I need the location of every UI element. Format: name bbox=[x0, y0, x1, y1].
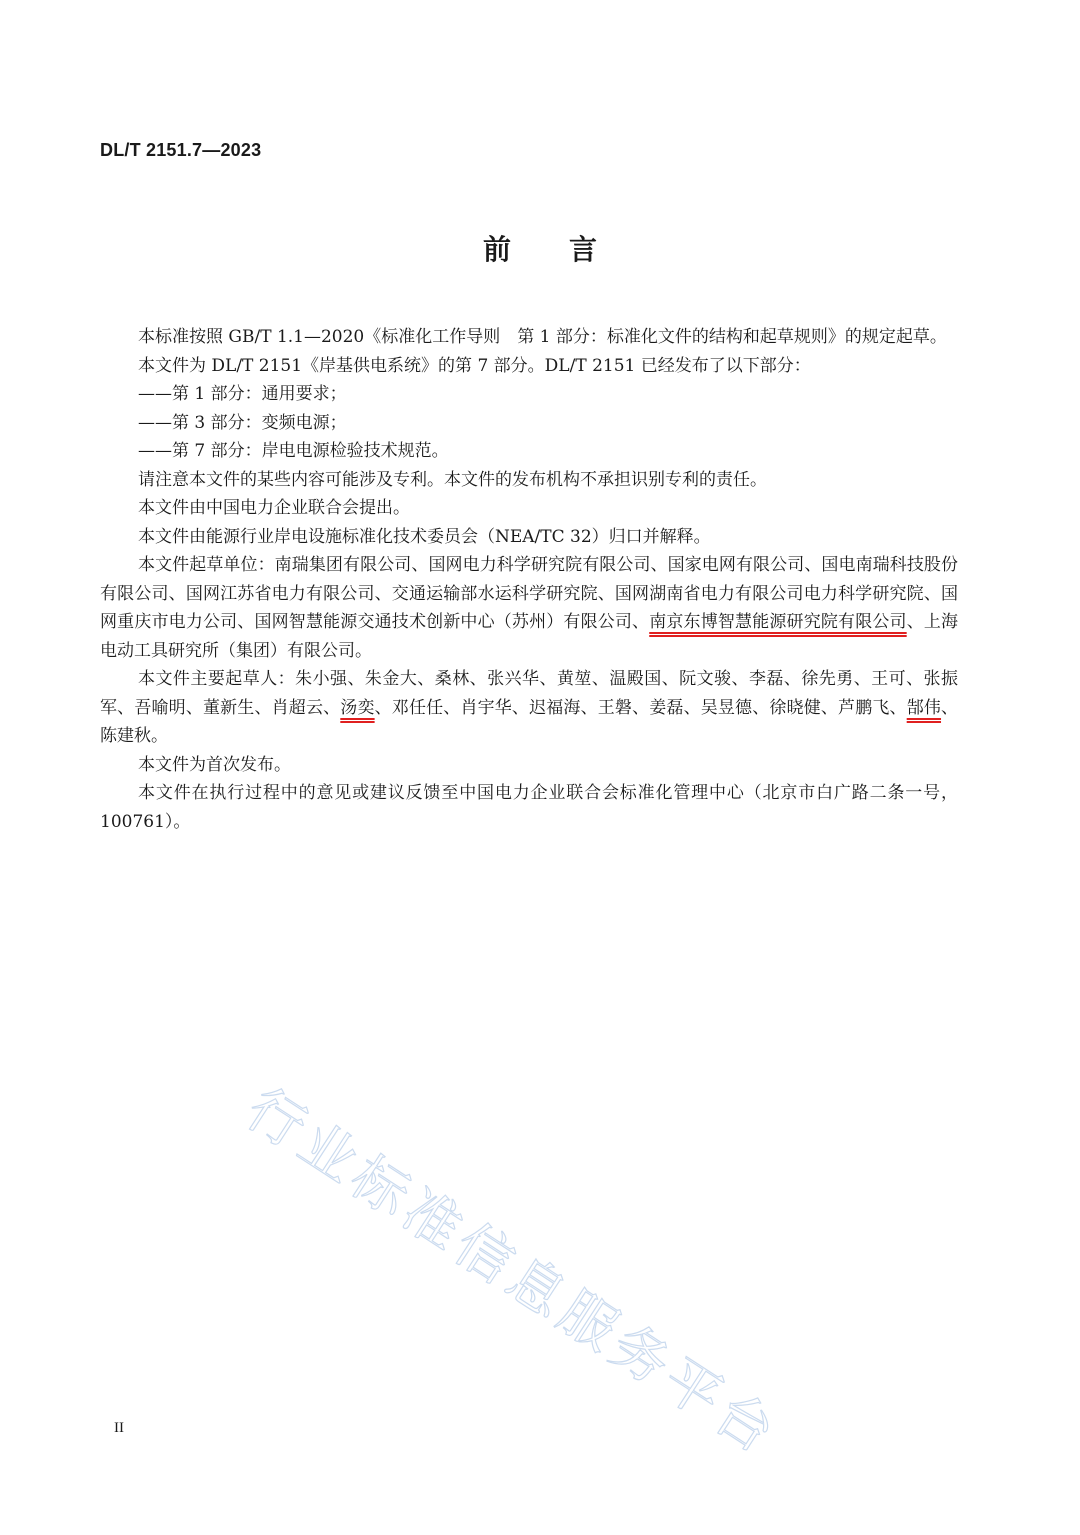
underlined-drafter-2: 郜伟 bbox=[906, 697, 942, 718]
paragraph-feedback: 本文件在执行过程中的意见或建议反馈至中国电力企业联合会标准化管理中心（北京市白广路二条一号，100761）。 bbox=[100, 783, 958, 832]
paragraph-committee: 本文件由能源行业岸电设施标准化技术委员会（NEA/TC 32）归口并解释。 bbox=[138, 526, 711, 547]
title-char-1: 前 bbox=[482, 233, 511, 266]
underlined-drafter-1: 汤奕 bbox=[340, 697, 375, 718]
standard-code: DL/T 2151.7—2023 bbox=[100, 140, 262, 160]
paragraph-drafters bbox=[100, 665, 958, 751]
paragraph-first-release: 本文件为首次发布。 bbox=[138, 754, 291, 775]
list-item-part-3: ——第 3 部分：变频电源； bbox=[138, 412, 347, 433]
paragraph-drafting-units bbox=[100, 551, 958, 665]
underlined-organization: 南京东博智慧能源研究院有限公司 bbox=[649, 612, 907, 632]
foreword-body bbox=[100, 323, 958, 836]
paragraph-drafting-basis: 本标准按照 GB/T 1.1—2020《标准化工作导则 第 1 部分：标准化文件的结构和起草规则》的规定起草。 bbox=[138, 327, 947, 347]
paragraph-proposer: 本文件由中国电力企业联合会提出。 bbox=[138, 498, 410, 518]
page-title bbox=[0, 228, 1080, 268]
title-char-2: 言 bbox=[569, 233, 598, 266]
drafters-text-3: 、陈建秋。 bbox=[100, 697, 959, 746]
drafters-text-1: 本文件主要起草人：朱小强、朱金大、桑林、张兴华、黄堃、温殿国、阮文骏、李磊、徐先勇、王可、张振军、吾喻明、董新生、肖超云、 bbox=[100, 669, 958, 718]
list-item-part-1: ——第 1 部分：通用要求； bbox=[138, 384, 347, 404]
paragraph-patent-notice: 请注意本文件的某些内容可能涉及专利。本文件的发布机构不承担识别专利的责任。 bbox=[138, 469, 767, 490]
watermark: 行业标准信息服务平台 bbox=[234, 1076, 791, 1469]
paragraph-series-intro: 本文件为 DL/T 2151《岸基供电系统》的第 7 部分。DL/T 2151 已经发布了以下部分： bbox=[138, 355, 811, 376]
page-number: II bbox=[114, 1420, 124, 1436]
drafting-units-text-end: 、上海电动工具研究所（集团）有限公司。 bbox=[100, 612, 959, 661]
drafting-units-text: 本文件起草单位：南瑞集团有限公司、国网电力科学研究院有限公司、国家电网有限公司、国电南瑞科技股份有限公司、国网江苏省电力有限公司、交通运输部水运科学研究院、国网湖南省电力有限公司电力科学研究院、国网重庆市电力公司、国网智慧能源交通技术创新中心（苏州）有限公司、 bbox=[100, 555, 958, 632]
list-item-part-7: ——第 7 部分：岸电电源检验技术规范。 bbox=[138, 441, 449, 461]
drafters-text-2: 、邓任任、肖宇华、迟福海、王磐、姜磊、吴昱德、徐晓健、芦鹏飞、 bbox=[374, 697, 907, 718]
